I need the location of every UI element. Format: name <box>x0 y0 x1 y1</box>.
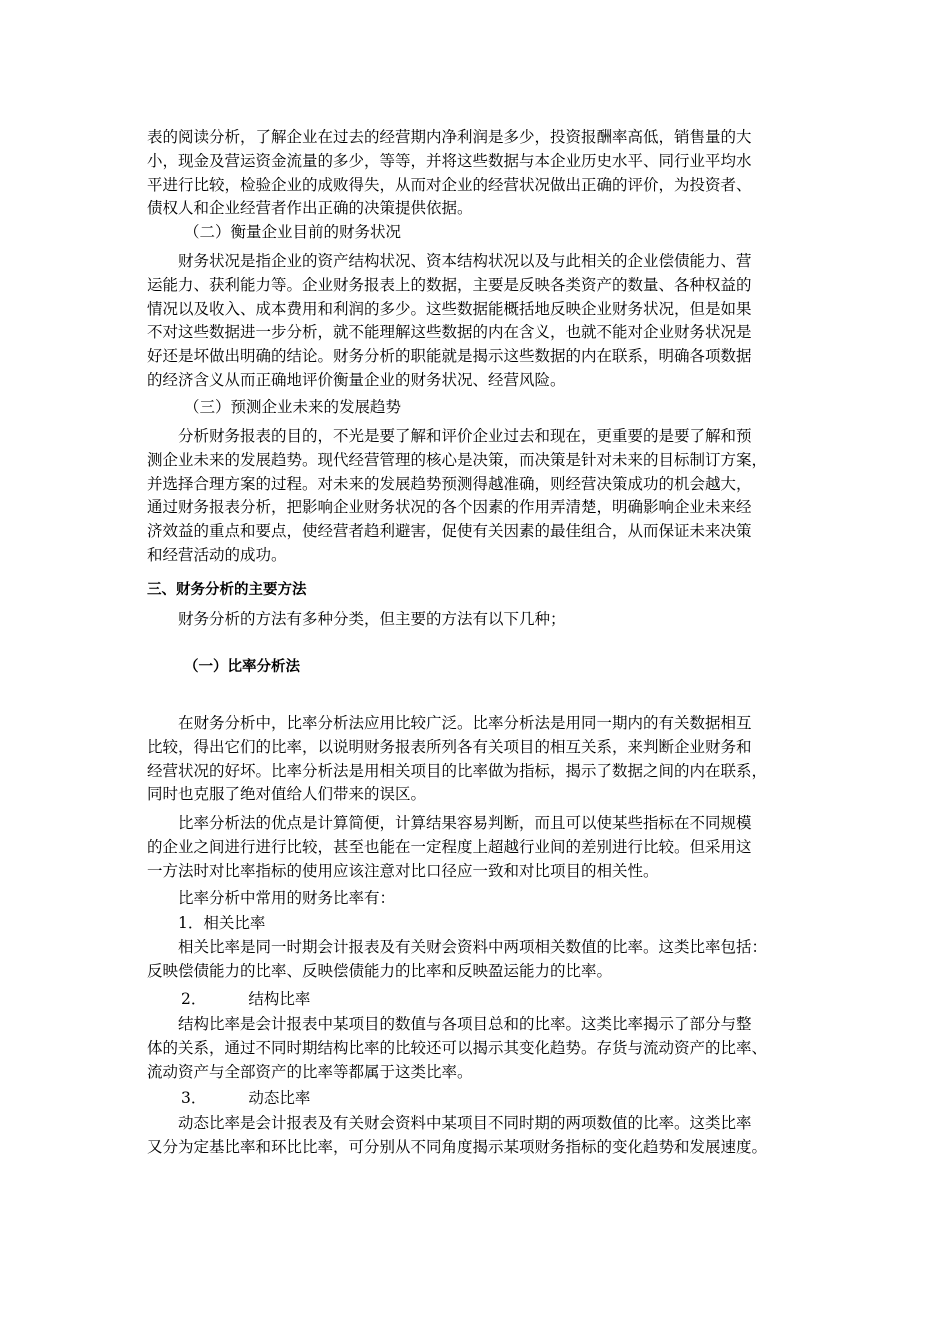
text-line: 运能力、获利能力等。企业财务报表上的数据，主要是反映各类资产的数量、各种权益的 <box>147 275 752 294</box>
list-item-text: 结构比率 <box>248 990 311 1008</box>
subheading-current-status <box>147 221 811 245</box>
list-item-line <box>147 988 811 1012</box>
text-line: 的经济含义从而正确地评价衡量企业的财务状况、经营风险。 <box>147 370 566 389</box>
text-line: 同时也克服了绝对值给人们带来的误区。 <box>147 785 427 804</box>
text-line: 比率分析法的优点是计算简便，计算结果容易判断，而且可以使某些指标在不同规模 <box>178 814 752 832</box>
text-line: 结构比率是会计报表中某项目的数值与各项目总和的比率。这类比率揭示了部分与整 <box>178 1015 752 1033</box>
section-heading-text: 三、财务分析的主要方法 <box>147 582 307 598</box>
text-line: 反映偿债能力的比率、反映偿债能力的比率和反映盈运能力的比率。 <box>147 961 613 980</box>
text-line: 济效益的重点和要点，使经营者趋利避害，促使有关因素的最佳组合，从而保证未来决策 <box>147 522 752 541</box>
text-line: 债权人和企业经营者作出正确的决策提供依据。 <box>147 199 473 218</box>
list-item-related-ratio <box>147 912 811 936</box>
text-line: 在财务分析中，比率分析法应用比较广泛。比率分析法是用同一期内的有关数据相互 <box>178 714 752 732</box>
paragraph-ratio-advantages <box>147 812 811 883</box>
paragraph-reading-analysis <box>147 126 811 221</box>
text-line: 一方法时对比率指标的使用应该注意对比口径应一致和对比项目的相关性。 <box>147 861 659 880</box>
list-item-dynamic-ratio <box>147 1087 811 1111</box>
text-line: 相关比率是同一时期会计报表及有关财会资料中两项相关数值的比率。这类比率包括： <box>178 938 768 956</box>
list-item-text: 动态比率 <box>248 1089 311 1107</box>
subheading-text: （三）预测企业未来的发展趋势 <box>184 398 402 416</box>
paragraph-structure-ratio <box>147 1013 811 1084</box>
text-line: 动态比率是会计报表及有关财会资料中某项目不同时期的两项数值的比率。这类比率 <box>178 1114 752 1132</box>
list-item-structure-ratio <box>147 988 811 1012</box>
text-line: 测企业未来的发展趋势。现代经营管理的核心是决策，而决策是针对未来的目标制订方案， <box>147 450 768 469</box>
subheading-ratio-analysis <box>147 656 811 680</box>
text-line: 经营状况的好坏。比率分析法是用相关项目的比率做为指标，揭示了数据之间的内在联系， <box>147 761 768 780</box>
text-line: 流动资产与全部资产的比率等都属于这类比率。 <box>147 1062 473 1081</box>
text-line: 小，现金及营运资金流量的多少，等等，并将这些数据与本企业历史水平、同行业平均水 <box>147 151 752 170</box>
text-line: 比较，得出它们的比率，以说明财务报表所列各有关项目的相互关系，来判断企业财务和 <box>147 737 752 756</box>
paragraph-financial-status <box>147 250 811 393</box>
text-line: 又分为定基比率和环比比率，可分别从不同角度揭示某项财务指标的变化趋势和发展速度。 <box>147 1137 768 1156</box>
text-line: 表的阅读分析，了解企业在过去的经营期内净利润是多少，投资报酬率高低，销售量的大 <box>147 128 752 146</box>
subheading-future-trend <box>147 396 811 420</box>
list-item-text: 1．相关比率 <box>178 914 266 932</box>
text-line: 分析财务报表的目的，不光是要了解和评价企业过去和现在，更重要的是要了解和预 <box>178 427 752 445</box>
paragraph-dynamic-ratio <box>147 1112 811 1160</box>
subheading-text: （二）衡量企业目前的财务状况 <box>184 223 402 241</box>
paragraph-methods-intro <box>147 608 811 632</box>
subheading-text: （一）比率分析法 <box>184 659 300 675</box>
text-line: 不对这些数据进一步分析，就不能理解这些数据的内在含义，也就不能对企业财务状况是 <box>147 323 752 342</box>
list-item-number: 3． <box>181 1089 207 1107</box>
paragraph-related-ratio <box>147 936 811 984</box>
text-line: 和经营活动的成功。 <box>147 545 287 564</box>
text-line: 平进行比较，检验企业的成败得失，从而对企业的经营状况做出正确的评价，为投资者、 <box>147 175 752 194</box>
text-line: 情况以及收入、成本费用和利润的多少。这些数据能概括地反映企业财务状况，但是如果 <box>147 299 752 318</box>
text-line: 的企业之间进行进行比较，甚至也能在一定程度上超越行业间的差别进行比较。但采用这 <box>147 837 752 856</box>
paragraph-ratio-analysis <box>147 712 811 807</box>
text-line: 比率分析中常用的财务比率有： <box>178 889 396 907</box>
text-line: 好还是坏做出明确的结论。财务分析的职能就是揭示这些数据的内在联系，明确各项数据 <box>147 347 752 366</box>
text-line: 并选择合理方案的过程。对未来的发展趋势预测得越准确，则经营决策成功的机会越大， <box>147 474 752 493</box>
text-line: 财务状况是指企业的资产结构状况、资本结构状况以及与此相关的企业偿债能力、营 <box>178 252 752 270</box>
text-line: 财务分析的方法有多种分类，但主要的方法有以下几种； <box>178 610 566 628</box>
text-line: 体的关系，通过不同时期结构比率的比较还可以揭示其变化趋势。存货与流动资产的比率、 <box>147 1038 768 1057</box>
section-heading-methods <box>147 579 811 603</box>
text-line: 通过财务报表分析，把影响企业财务状况的各个因素的作用弄清楚，明确影响企业未来经 <box>147 498 752 517</box>
paragraph-forecast <box>147 425 811 568</box>
paragraph-common-ratios <box>147 887 811 911</box>
list-item-number: 2． <box>181 990 207 1008</box>
list-item-line <box>147 1087 811 1111</box>
